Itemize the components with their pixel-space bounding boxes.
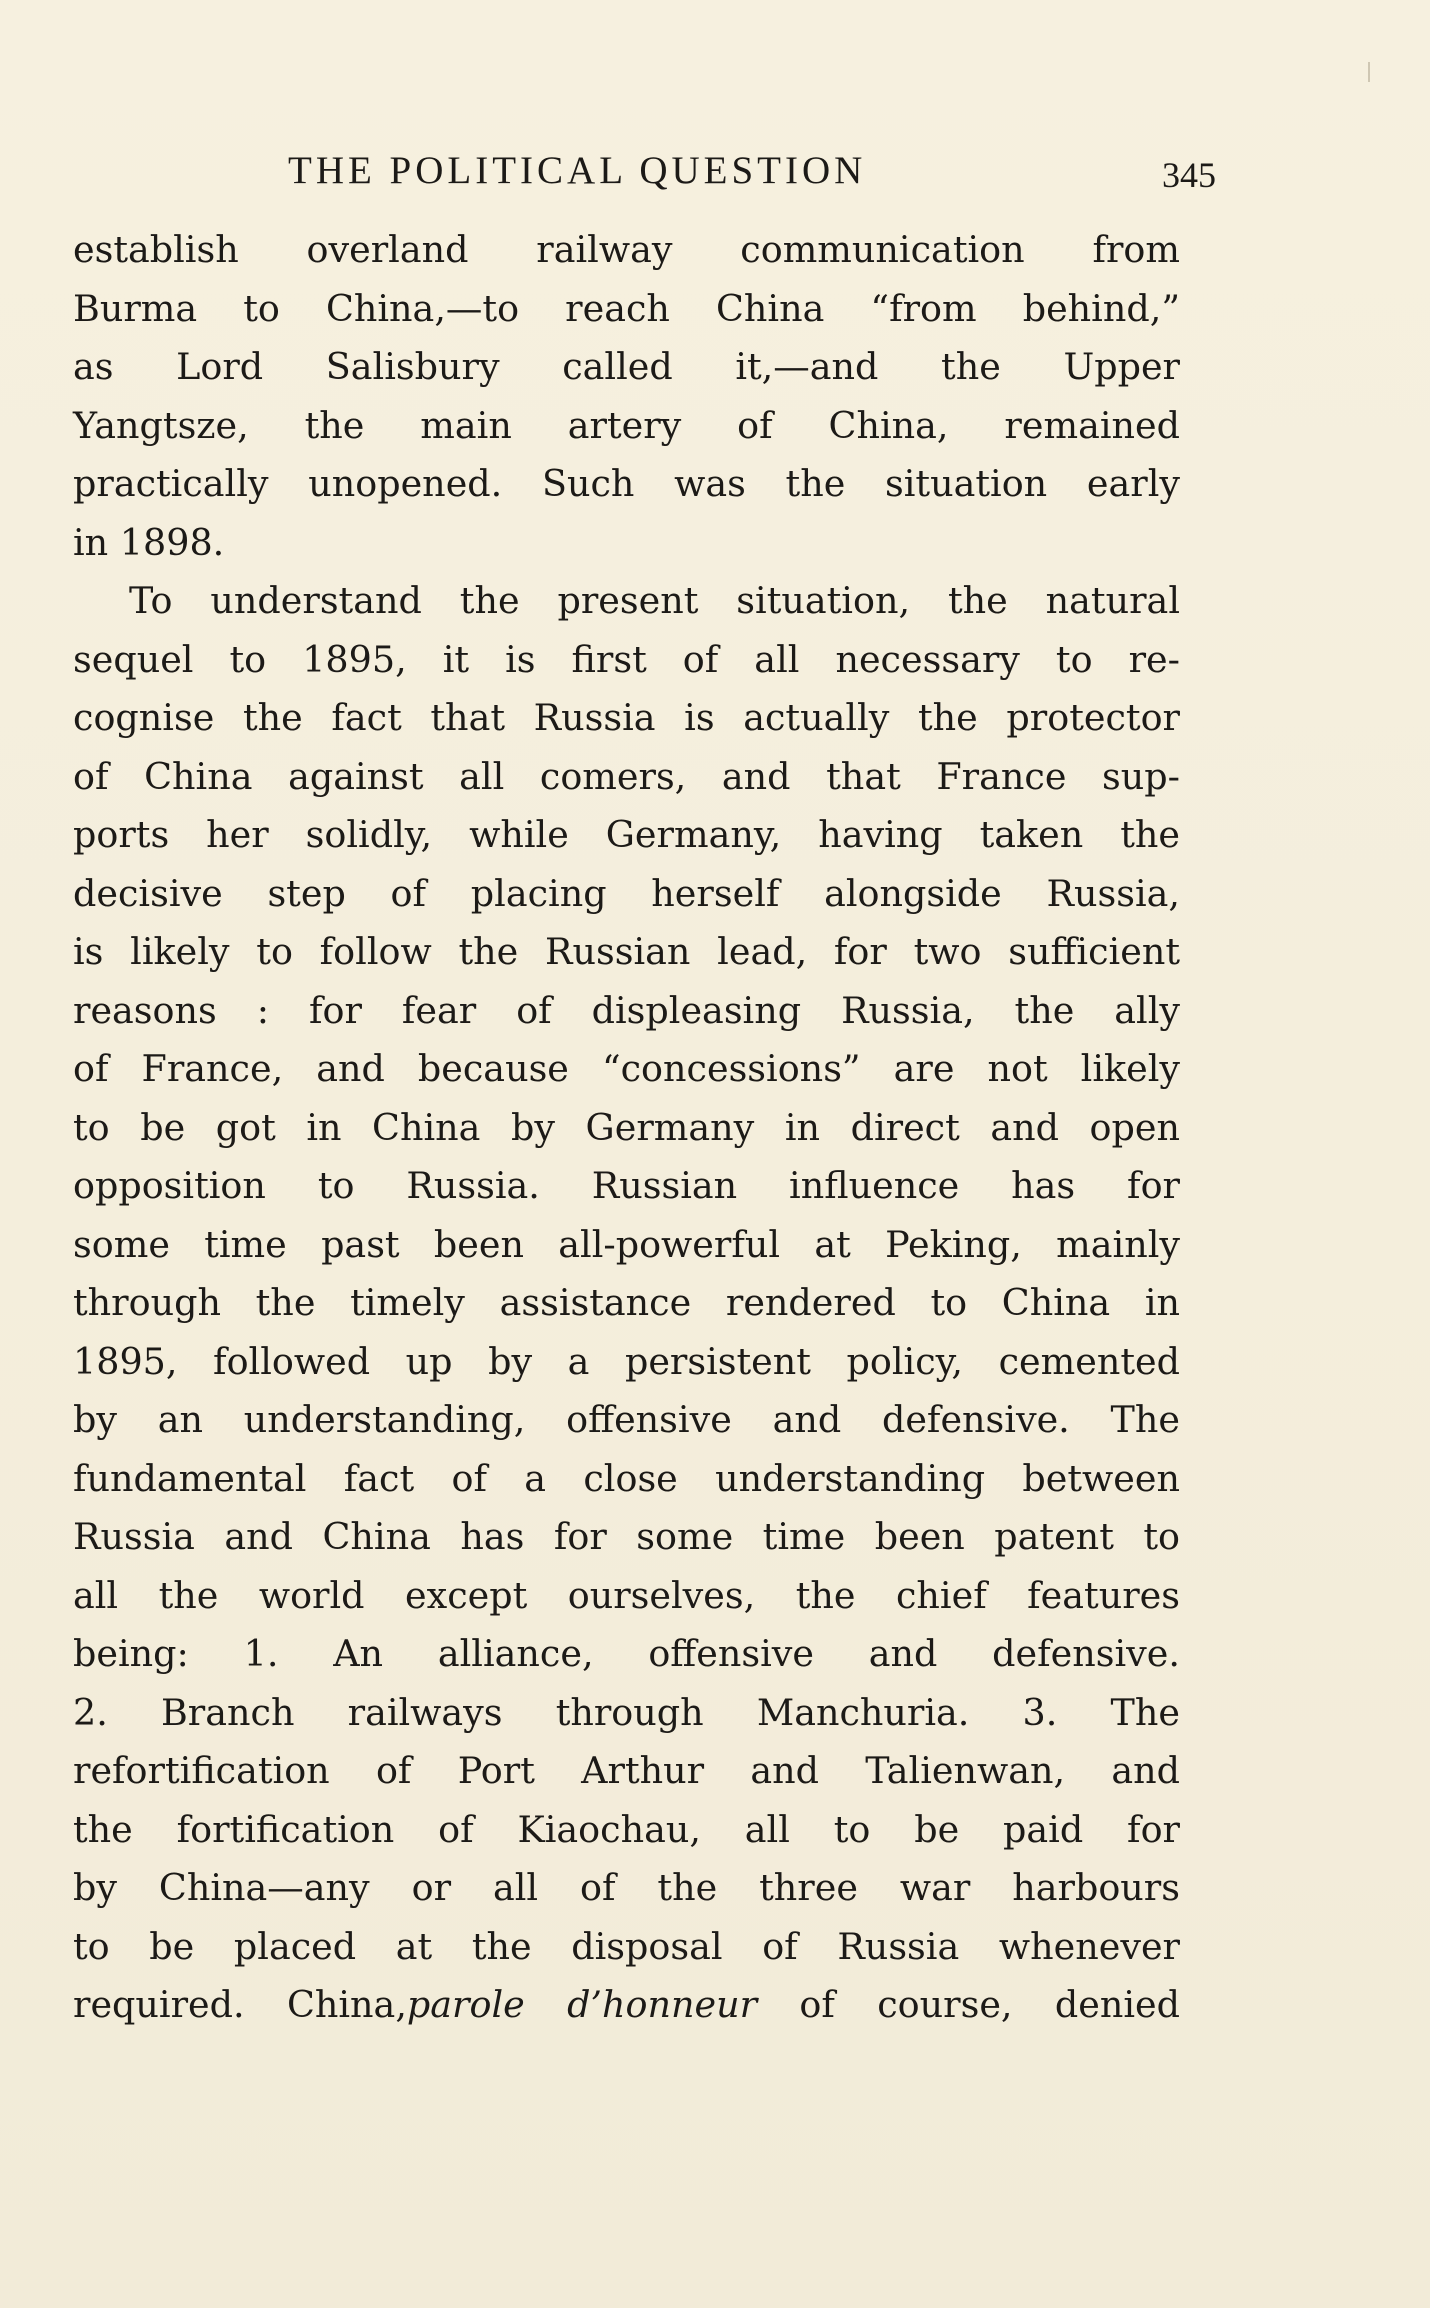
text-line: 1895, followed up by a persistent policy, cemented bbox=[73, 1339, 1180, 1383]
text-line: of China against all comers, and that France sup- bbox=[73, 754, 1180, 798]
text-line: decisive step of placing herself alongside Russia, bbox=[73, 871, 1180, 915]
text-line: opposition to Russia. Russian influence has for bbox=[73, 1164, 1180, 1207]
text-line: to be placed at the disposal of Russia whenever bbox=[73, 1924, 1180, 1968]
text-line: in 1898. bbox=[73, 520, 225, 564]
text-line: reasons : for fear of displeasing Russia, the ally bbox=[73, 988, 1180, 1032]
text-line: is likely to follow the Russian lead, for two sufficient bbox=[73, 930, 1180, 973]
text-line: 2. Branch railways through Manchuria. 3. The bbox=[73, 1690, 1180, 1734]
text-line: establish overland railway communication from bbox=[73, 228, 1180, 271]
text-line: refortification of Port Arthur and Talienwan, and bbox=[73, 1749, 1180, 1792]
text-line: the fortification of Kiaochau, all to be paid for bbox=[73, 1807, 1180, 1851]
text-line: Burma to China,—to reach China “from behind,” bbox=[73, 286, 1180, 330]
text-line: practically unopened. Such was the situation early bbox=[73, 462, 1180, 505]
text-line: of France, and because “concessions” are not likely bbox=[73, 1047, 1180, 1090]
body-text bbox=[73, 221, 1180, 2035]
final-line-start: required. China, bbox=[73, 1983, 407, 2026]
text-line: cognise the fact that Russia is actually the protector bbox=[73, 696, 1180, 739]
text-line: sequel to 1895, it is first of all necessary to re- bbox=[73, 637, 1180, 681]
italic-phrase: parole d’honneur bbox=[406, 1983, 758, 2026]
page-number: 345 bbox=[1162, 155, 1216, 195]
text-line: Yangtsze, the main artery of China, remained bbox=[73, 403, 1180, 447]
page-margin-mark bbox=[1368, 62, 1370, 82]
text-line: as Lord Salisbury called it,—and the Upper bbox=[73, 345, 1180, 388]
text-line: ports her solidly, while Germany, having taken the bbox=[73, 813, 1180, 856]
text-line: fundamental fact of a close understanding between bbox=[73, 1456, 1180, 1500]
final-line-end: of course, denied bbox=[757, 1983, 1180, 2026]
running-head bbox=[288, 146, 1216, 196]
text-line: through the timely assistance rendered to China in bbox=[73, 1281, 1180, 1324]
text-line: to be got in China by Germany in direct and open bbox=[73, 1105, 1180, 1149]
running-title: THE POLITICAL QUESTION bbox=[288, 149, 867, 192]
text-line: To understand the present situation, the natural bbox=[129, 579, 1180, 622]
text-line: by China—any or all of the three war harbours bbox=[73, 1866, 1180, 1909]
text-line: being: 1. An alliance, offensive and defensive. bbox=[73, 1632, 1180, 1675]
text-line: some time past been all-powerful at Peking, mainly bbox=[73, 1222, 1180, 1266]
text-line: all the world except ourselves, the chief features bbox=[73, 1573, 1180, 1617]
text-line-final bbox=[73, 1976, 1180, 2035]
text-line: by an understanding, offensive and defensive. The bbox=[73, 1398, 1180, 1441]
text-line: Russia and China has for some time been patent to bbox=[73, 1515, 1180, 1558]
